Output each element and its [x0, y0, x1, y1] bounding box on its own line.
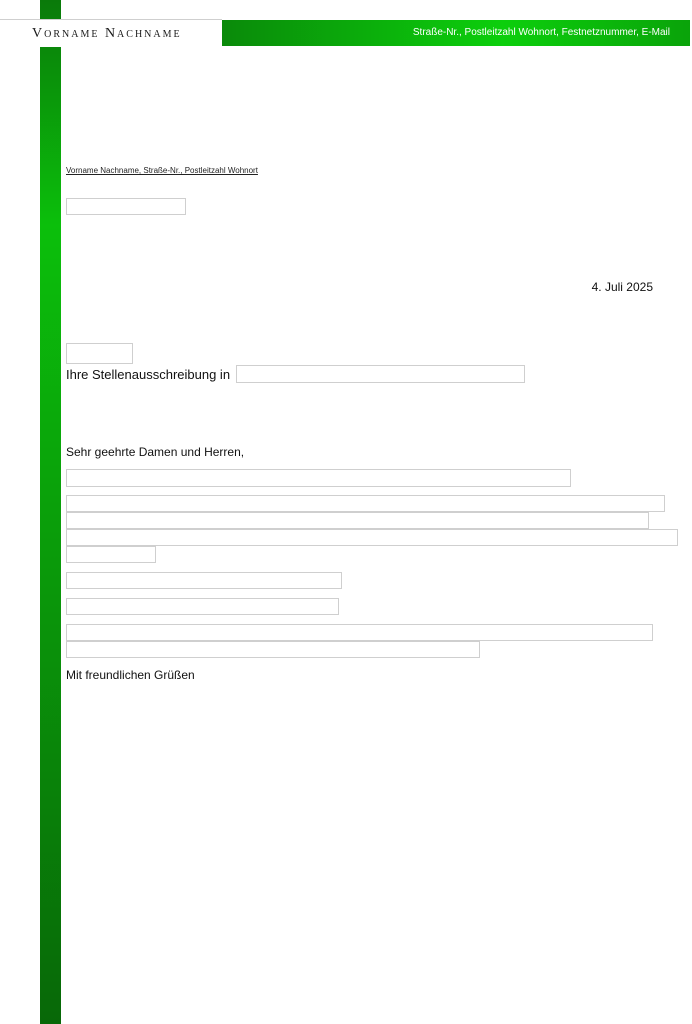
header-contact-bar: [222, 20, 690, 46]
body-field-5[interactable]: [66, 546, 156, 563]
recipient-address-field[interactable]: [66, 198, 186, 215]
body-field-1[interactable]: [66, 469, 571, 487]
sender-contact: Straße-Nr., Postleitzahl Wohnort, Festnetznummer, E-Mail: [412, 27, 670, 38]
body-field-7[interactable]: [66, 598, 339, 615]
letter-date: 4. Juli 2025: [591, 280, 653, 294]
body-field-9[interactable]: [66, 641, 480, 658]
header-rule: [0, 19, 222, 20]
subject-field[interactable]: [236, 365, 525, 383]
body-field-2[interactable]: [66, 495, 665, 512]
sender-name: Vorname Nachname: [32, 26, 182, 41]
body-field-3[interactable]: [66, 512, 649, 529]
reference-field[interactable]: [66, 343, 133, 364]
body-field-4[interactable]: [66, 529, 678, 546]
body-field-6[interactable]: [66, 572, 342, 589]
subject-line: [66, 367, 230, 382]
closing: Mit freundlichen Grüßen: [66, 668, 195, 682]
side-accent-bar: [40, 0, 61, 1024]
salutation: Sehr geehrte Damen und Herren,: [66, 445, 245, 459]
return-address-line: Vorname Nachname, Straße-Nr., Postleitzahl Wohnort: [66, 166, 258, 175]
body-field-8[interactable]: [66, 624, 653, 641]
subject-prefix: Ihre Stellenausschreibung in: [66, 367, 231, 382]
